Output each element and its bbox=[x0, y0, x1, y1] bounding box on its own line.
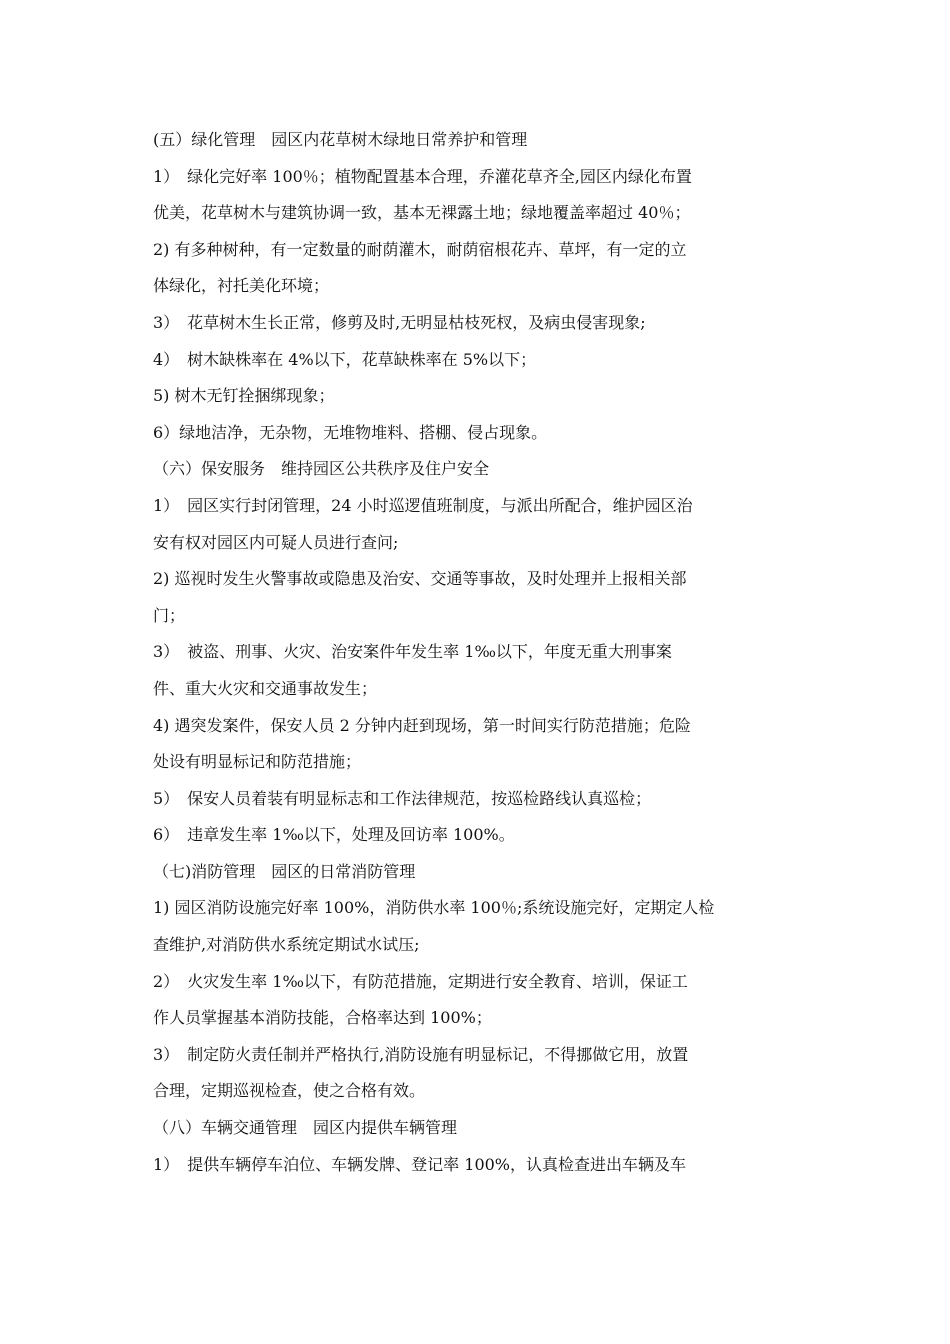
paragraph-line: 5) 树木无钉拴捆绑现象； bbox=[153, 386, 335, 406]
paragraph-line: 5） 保安人员着装有明显标志和工作法律规范，按巡检路线认真巡检； bbox=[153, 788, 652, 808]
paragraph-line: 优美，花草树木与建筑协调一致，基本无裸露土地；绿地覆盖率超过 40％； bbox=[153, 203, 691, 223]
paragraph-line: 门； bbox=[153, 605, 186, 625]
heading-fire-protection: （七)消防管理 园区的日常消防管理 bbox=[153, 861, 416, 881]
paragraph-line: 6） 违章发生率 1‰以下，处理及回访率 100%。 bbox=[153, 825, 515, 845]
paragraph-line: 件、重大火灾和交通事故发生； bbox=[153, 678, 378, 698]
heading-security: （六）保安服务 维持园区公共秩序及住户安全 bbox=[153, 459, 490, 479]
heading-greening: (五）绿化管理 园区内花草树木绿地日常养护和管理 bbox=[153, 130, 528, 149]
paragraph-line: 安有权对园区内可疑人员进行查问; bbox=[153, 532, 399, 552]
paragraph-line: 3） 被盗、刑事、火灾、治安案件年发生率 1‰以下，年度无重大刑事案 bbox=[153, 642, 672, 662]
paragraph-line: 1） 园区实行封闭管理，24 小时巡逻值班制度，与派出所配合，维护园区治 bbox=[153, 495, 693, 515]
paragraph-line: 合理，定期巡视检查，使之合格有效。 bbox=[153, 1081, 426, 1101]
paragraph-line: 2) 有多种树种，有一定数量的耐荫灌木，耐荫宿根花卉、草坪，有一定的立 bbox=[153, 239, 687, 259]
paragraph-line: 2） 火灾发生率 1‰以下，有防范措施，定期进行安全教育、培训，保证工 bbox=[153, 971, 688, 991]
paragraph-line: 4) 遇突发案件，保安人员 2 分钟内赶到现场，第一时间实行防范措施；危险 bbox=[153, 715, 691, 735]
heading-vehicle-traffic: （八）车辆交通管理 园区内提供车辆管理 bbox=[153, 1118, 458, 1138]
paragraph-line: 作人员掌握基本消防技能，合格率达到 100%； bbox=[153, 1008, 492, 1028]
paragraph-line: 1） 提供车辆停车泊位、车辆发牌、登记率 100%，认真检查进出车辆及车 bbox=[153, 1154, 687, 1174]
paragraph-line: 1) 园区消防设施完好率 100%，消防供水率 100％;系统设施完好，定期定人检 bbox=[153, 898, 715, 918]
paragraph-line: 处设有明显标记和防范措施； bbox=[153, 752, 362, 772]
document-page bbox=[153, 122, 798, 1183]
paragraph-line: 体绿化，衬托美化环境； bbox=[153, 276, 330, 296]
paragraph-line: 查维护,对消防供水系统定期试水试压; bbox=[153, 935, 420, 955]
paragraph-line: 3） 花草树木生长正常，修剪及时,无明显枯枝死杈，及病虫侵害现象; bbox=[153, 312, 646, 332]
paragraph-line: 6）绿地洁净，无杂物，无堆物堆料、搭棚、侵占现象。 bbox=[153, 422, 548, 442]
paragraph-line: 3） 制定防火责任制并严格执行,消防设施有明显标记，不得挪做它用，放置 bbox=[153, 1044, 689, 1064]
paragraph-line: 4） 树木缺株率在 4%以下，花草缺株率在 5%以下； bbox=[153, 349, 537, 369]
paragraph-line bbox=[153, 159, 798, 196]
paragraph-line: 2) 巡视时发生火警事故或隐患及治安、交通等事故，及时处理并上报相关部 bbox=[153, 569, 687, 589]
paragraph-line-text: 1） 绿化完好率 100％；植物配置基本合理，乔灌花草齐全,园区内绿化布置 bbox=[153, 166, 692, 186]
